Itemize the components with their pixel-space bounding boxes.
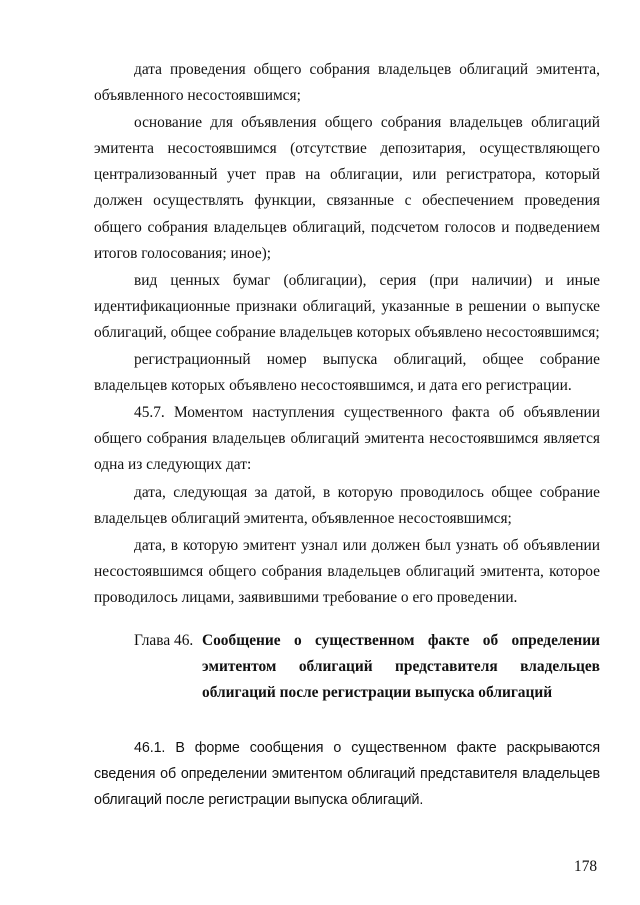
paragraph-date-learned: дата, в которую эмитент узнал или должен был узнать об объявлении несостоявшимся общего собрания владельцев облигаций эмитента, которое проводилось лицами, заявившими требование о его проведении. — [94, 536, 600, 606]
paragraph-45-7: 45.7. Моментом наступления существенного факта об объявлении общего собрания владельцев облигаций эмитента несостоявшимся является одна из следующих дат: — [94, 404, 600, 474]
section-46-1 — [94, 735, 600, 814]
chapter-label: Глава 46. — [134, 632, 194, 649]
paragraph-date-following: дата, следующая за датой, в которую проводилось общее собрание владельцев облигаций эмитента, объявленное несостоявшимся; — [94, 483, 600, 527]
page-number: 178 — [574, 858, 598, 875]
paragraph-securities-type: вид ценных бумаг (облигации), серия (при наличии) и иные идентификационные признаки облигаций, указанные в решении о выпуске облигаций, общее собрание владельцев которых объявлено несостоявшимся; — [94, 271, 600, 341]
chapter-title: Сообщение о существенном факте об определении эмитентом облигаций представителя владельцев облигаций после регистрации выпуска облигаций — [202, 632, 600, 702]
chapter-heading — [94, 628, 600, 706]
body-text — [94, 57, 600, 612]
paragraph-registration-number: регистрационный номер выпуска облигаций, общее собрание владельцев которых объявлено несостоявшимся, и дата его регистрации. — [94, 351, 600, 395]
paragraph-grounds: основание для объявления общего собрания владельцев облигаций эмитента несостоявшимся (отсутствие депозитария, осуществляющего централизованный учет прав на облигации, или регистратора, который должен осуществлять функции, связанные с обеспечением проведения общего собрания владельцев облигаций, подсчетом голосов и подведением итогов голосования; иное); — [94, 114, 600, 262]
paragraph-46-1: 46.1. В форме сообщения о существенном факте раскрываются сведения об определении эмитентом облигаций представителя владельцев облигаций после регистрации выпуска облигаций. — [94, 740, 600, 809]
paragraph-meeting-date: дата проведения общего собрания владельцев облигаций эмитента, объявленного несостоявшимся; — [94, 61, 600, 105]
